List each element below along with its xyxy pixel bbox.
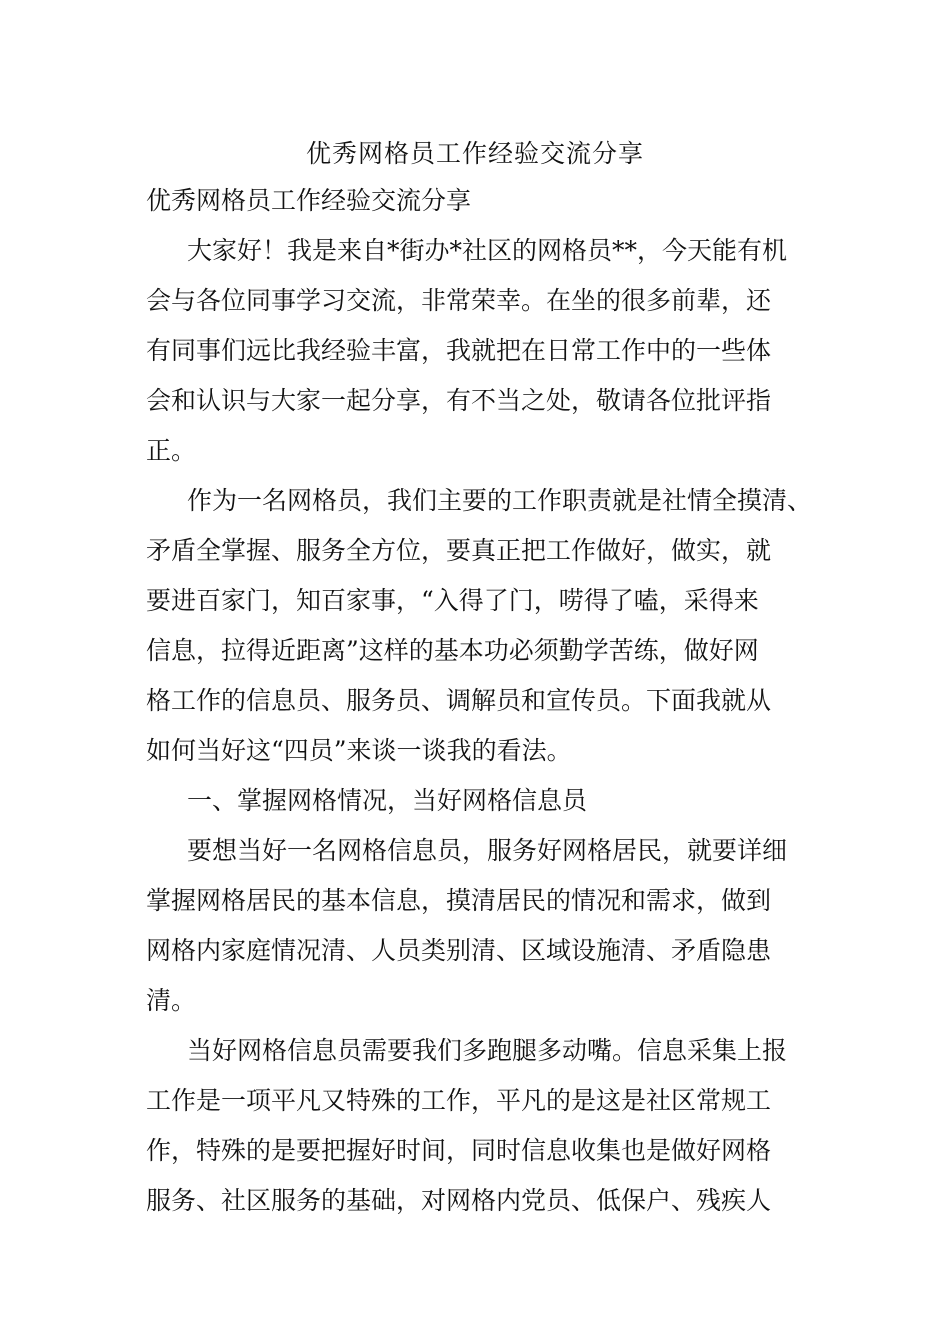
paragraph-line: 信息，拉得近距离”这样的基本功必须勤学苦练，做好网 [146, 636, 759, 665]
paragraph-line: 作为一名网格员，我们主要的工作职责就是社情全摸清、 [187, 486, 813, 515]
paragraph-line: 网格内家庭情况清、人员类别清、区域设施清、矛盾隐患 [146, 936, 772, 965]
paragraph-line: 大家好！我是来自*街办*社区的网格员**，今天能有机 [187, 236, 788, 265]
paragraph-line: 工作是一项平凡又特殊的工作，平凡的是这是社区常规工 [146, 1086, 772, 1115]
paragraph-line: 要想当好一名网格信息员，服务好网格居民，就要详细 [187, 836, 788, 865]
subtitle-line: 优秀网格员工作经验交流分享 [146, 186, 472, 215]
paragraph-line: 如何当好这“四员”来谈一谈我的看法。 [146, 736, 572, 765]
paragraph-line: 掌握网格居民的基本信息，摸清居民的情况和需求，做到 [146, 886, 772, 915]
paragraph-line: 服务、社区服务的基础，对网格内党员、低保户、残疾人 [146, 1186, 772, 1215]
paragraph-line: 要进百家门，知百家事，“入得了门，唠得了嗑，采得来 [146, 586, 759, 615]
paragraph-line: 会和认识与大家一起分享，有不当之处，敬请各位批评指 [146, 386, 772, 415]
paragraph-line: 当好网格信息员需要我们多跑腿多动嘴。信息采集上报 [187, 1036, 788, 1065]
paragraph-line: 作，特殊的是要把握好时间，同时信息收集也是做好网格 [146, 1136, 772, 1165]
paragraph-line: 格工作的信息员、服务员、调解员和宣传员。下面我就从 [146, 686, 772, 715]
paragraph-line: 会与各位同事学习交流，非常荣幸。在坐的很多前辈，还 [146, 286, 772, 315]
document-title: 优秀网格员工作经验交流分享 [305, 139, 644, 168]
paragraph-line: 清。 [146, 986, 197, 1015]
document-body [146, 176, 814, 1226]
paragraph-line: 有同事们远比我经验丰富，我就把在日常工作中的一些体 [146, 336, 772, 365]
paragraph-line: 矛盾全掌握、服务全方位，要真正把工作做好，做实，就 [146, 536, 772, 565]
paragraph-line: 正。 [146, 436, 197, 465]
section-heading: 一、掌握网格情况，当好网格信息员 [187, 786, 588, 815]
